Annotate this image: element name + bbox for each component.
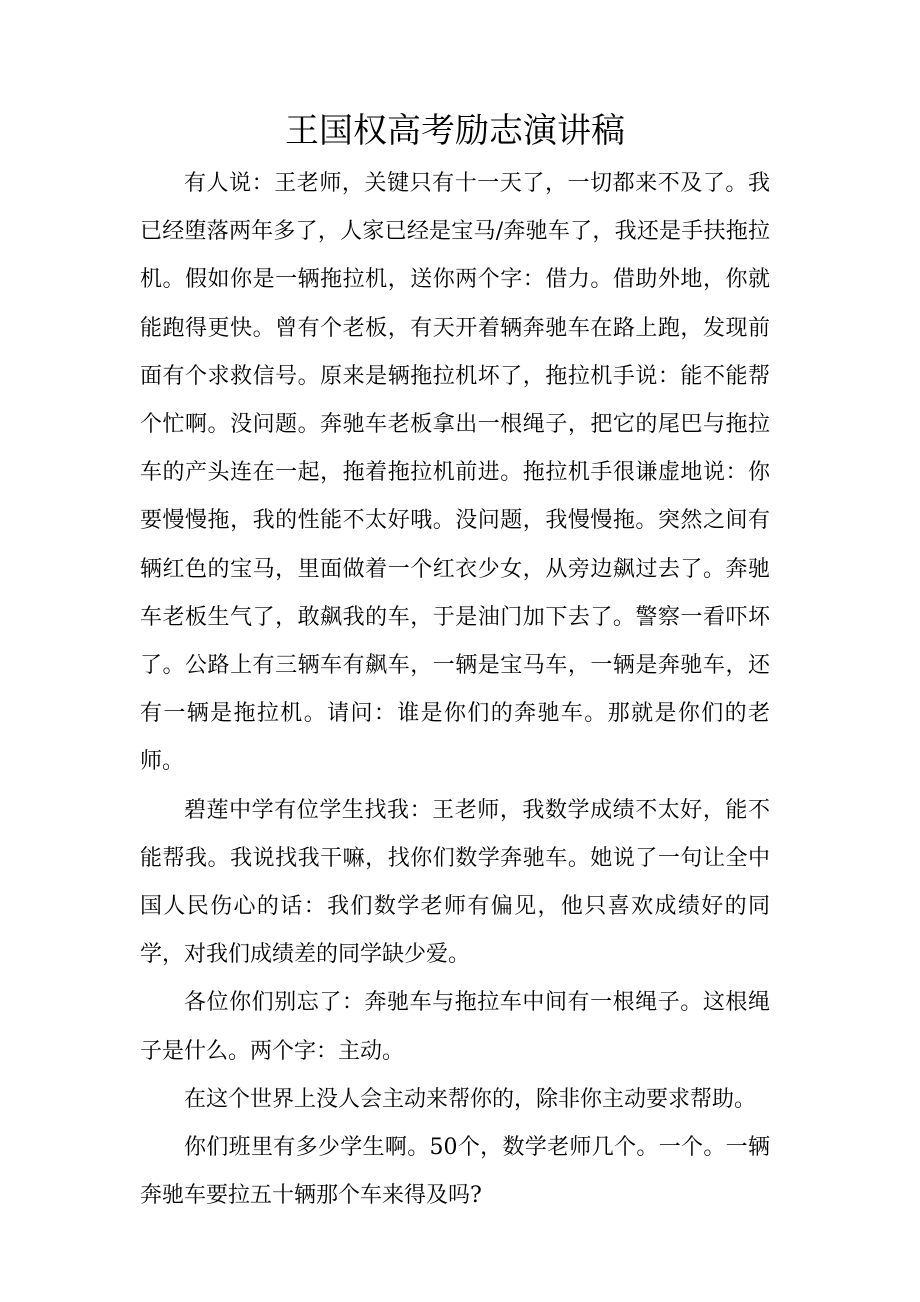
paragraph-5: 你们班里有多少学生啊。50个，数学老师几个。一个。一辆奔驰车要拉五十辆那个车来得及吗? xyxy=(140,1135,770,1209)
paragraph-1: 有人说：王老师，关键只有十一天了，一切都来不及了。我已经堕落两年多了，人家已经是宝马/奔驰车了，我还是手扶拖拉机。假如你是一辆拖拉机，送你两个字：借力。借助外地，你就能跑得更快。曾有个老板，有天开着辆奔驰车在路上跑，发现前面有个求救信号。原来是辆拖拉机坏了，拖拉机手说：能不能帮个忙啊。没问题。奔驰车老板拿出一根绳子，把它的尾巴与拖拉车的产头连在一起，拖着拖拉机前进。拖拉机手很谦虚地说：你要慢慢拖，我的性能不太好哦。没问题，我慢慢拖。突然之间有辆红色的宝马，里面做着一个红衣少女，从旁边飙过去了。奔驰车老板生气了，敢飙我的车，于是油门加下去了。警察一看吓坏了。公路上有三辆车有飙车，一辆是宝马车，一辆是奔驰车，还有一辆是拖拉机。请问：谁是你们的奔驰车。那就是你们的老师。 xyxy=(140,171,770,775)
paragraph-4: 在这个世界上没人会主动来帮你的，除非你主动要求帮助。 xyxy=(184,1086,757,1112)
document-body xyxy=(140,160,770,1220)
document-title: 王国权高考励志演讲稿 xyxy=(285,111,625,151)
paragraph-3: 各位你们别忘了：奔驰车与拖拉车中间有一根绳子。这根绳子是什么。两个字：主动。 xyxy=(140,990,770,1064)
paragraph-2: 碧莲中学有位学生找我：王老师，我数学成绩不太好，能不能帮我。我说找我干嘛，找你们数学奔驰车。她说了一句让全中国人民伤心的话：我们数学老师有偏见，他只喜欢成绩好的同学，对我们成绩差的同学缺少爱。 xyxy=(140,797,770,968)
